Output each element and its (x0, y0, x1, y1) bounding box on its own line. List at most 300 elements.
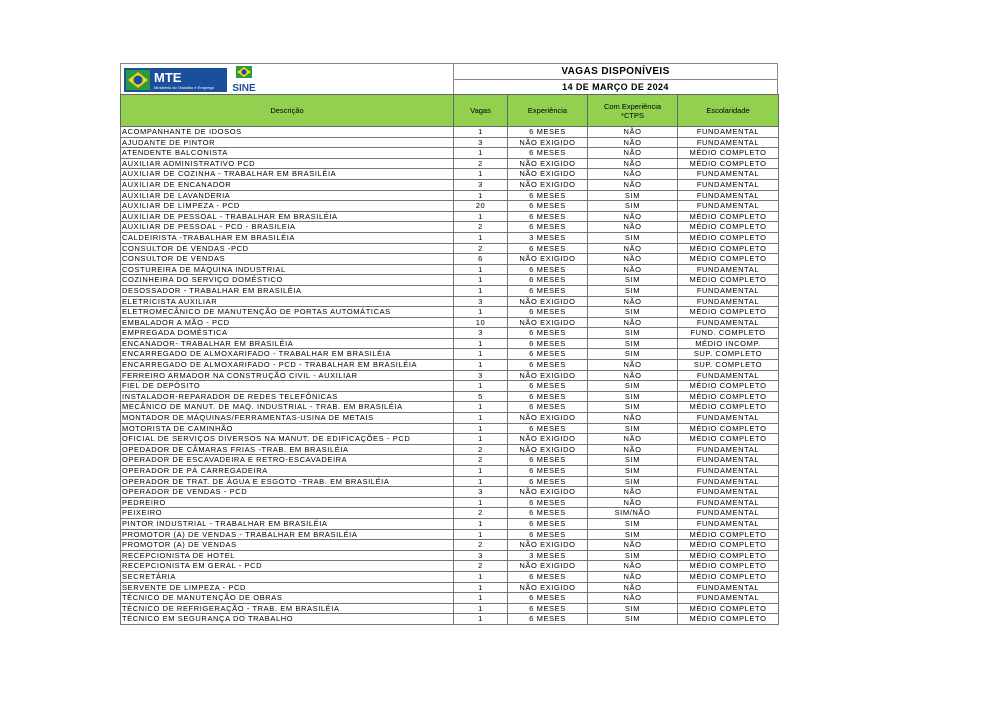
col-header-vacancies: Vagas (454, 95, 508, 127)
cell-education: MÉDIO COMPLETO (678, 561, 779, 572)
cell-ctps: NÃO (588, 243, 678, 254)
cell-vacancies: 1 (454, 497, 508, 508)
cell-description: OPERADOR DE PÁ CARREGADEIRA (121, 466, 454, 477)
cell-ctps: SIM (588, 232, 678, 243)
cell-experience: 6 MESES (508, 211, 588, 222)
cell-vacancies: 1 (454, 413, 508, 424)
cell-experience: 6 MESES (508, 148, 588, 159)
cell-description: EMBALADOR A MÃO - PCD (121, 317, 454, 328)
cell-description: FIEL DE DEPÓSITO (121, 381, 454, 392)
table-row (121, 529, 779, 540)
cell-education: FUNDAMENTAL (678, 508, 779, 519)
sheet-header (120, 63, 778, 94)
table-row (121, 571, 779, 582)
table-row (121, 127, 779, 138)
cell-description: MECÂNICO DE MANUT. DE MAQ. INDUSTRIAL - TRAB. EM BRASILÉIA (121, 402, 454, 413)
cell-experience: NÃO EXIGIDO (508, 582, 588, 593)
table-row (121, 211, 779, 222)
cell-description: OPERADOR DE VENDAS - PCD (121, 487, 454, 498)
cell-description: TÉCNICO DE REFRIGERAÇÃO - TRAB. EM BRASILÉIA (121, 603, 454, 614)
table-row (121, 455, 779, 466)
cell-ctps: NÃO (588, 169, 678, 180)
cell-vacancies: 1 (454, 211, 508, 222)
cell-description: AUXILIAR DE PESSOAL - PCD - BRASILEIA (121, 222, 454, 233)
cell-ctps: NÃO (588, 264, 678, 275)
cell-ctps: SIM (588, 529, 678, 540)
table-row (121, 179, 779, 190)
table-row (121, 158, 779, 169)
table-row (121, 487, 779, 498)
cell-ctps: NÃO (588, 571, 678, 582)
cell-education: MÉDIO COMPLETO (678, 603, 779, 614)
cell-experience: NÃO EXIGIDO (508, 254, 588, 265)
cell-education: MÉDIO COMPLETO (678, 381, 779, 392)
cell-ctps: NÃO (588, 444, 678, 455)
cell-experience: 6 MESES (508, 476, 588, 487)
cell-ctps: SIM (588, 190, 678, 201)
cell-vacancies: 1 (454, 232, 508, 243)
cell-ctps: SIM (588, 466, 678, 477)
cell-vacancies: 1 (454, 127, 508, 138)
cell-description: ATENDENTE BALCONISTA (121, 148, 454, 159)
cell-vacancies: 2 (454, 158, 508, 169)
cell-experience: 6 MESES (508, 455, 588, 466)
cell-experience: 6 MESES (508, 508, 588, 519)
cell-ctps: SIM (588, 328, 678, 339)
cell-ctps: NÃO (588, 413, 678, 424)
cell-description: CALDEIRISTA -TRABALHAR EM BRASILÉIA (121, 232, 454, 243)
table-row (121, 243, 779, 254)
cell-experience: 6 MESES (508, 349, 588, 360)
cell-vacancies: 3 (454, 487, 508, 498)
cell-ctps: NÃO (588, 561, 678, 572)
cell-experience: 6 MESES (508, 423, 588, 434)
cell-ctps: NÃO (588, 497, 678, 508)
cell-vacancies: 1 (454, 603, 508, 614)
col-header-ctps-label: Com Experiência *CTPS (603, 101, 662, 120)
cell-ctps: NÃO (588, 148, 678, 159)
cell-description: AJUDANTE DE PINTOR (121, 137, 454, 148)
cell-description: EMPREGADA DOMÉSTICA (121, 328, 454, 339)
cell-experience: 6 MESES (508, 285, 588, 296)
cell-ctps: SIM (588, 614, 678, 625)
cell-experience: 6 MESES (508, 201, 588, 212)
cell-vacancies: 10 (454, 317, 508, 328)
cell-experience: NÃO EXIGIDO (508, 561, 588, 572)
cell-education: FUNDAMENTAL (678, 264, 779, 275)
cell-ctps: NÃO (588, 158, 678, 169)
cell-ctps: SIM (588, 285, 678, 296)
cell-description: CONSULTOR DE VENDAS -PCD (121, 243, 454, 254)
svg-text:SINE: SINE (232, 83, 256, 93)
cell-ctps: NÃO (588, 540, 678, 551)
cell-description: FERREIRO ARMADOR NA CONSTRUÇÃO CIVIL - AUXILIAR (121, 370, 454, 381)
cell-vacancies: 2 (454, 540, 508, 551)
table-row (121, 222, 779, 233)
cell-education: MÉDIO COMPLETO (678, 614, 779, 625)
cell-vacancies: 2 (454, 243, 508, 254)
cell-education: FUNDAMENTAL (678, 476, 779, 487)
table-row (121, 370, 779, 381)
cell-description: AUXILIAR ADMINISTRATIVO PCD (121, 158, 454, 169)
cell-experience: 6 MESES (508, 338, 588, 349)
cell-experience: 6 MESES (508, 264, 588, 275)
table-row (121, 307, 779, 318)
cell-experience: 6 MESES (508, 328, 588, 339)
table-row (121, 550, 779, 561)
cell-vacancies: 1 (454, 148, 508, 159)
cell-vacancies: 1 (454, 466, 508, 477)
cell-description: AUXILIAR DE COZINHA - TRABALHAR EM BRASILÉIA (121, 169, 454, 180)
cell-ctps: SIM (588, 455, 678, 466)
cell-education: MÉDIO INCOMP. (678, 338, 779, 349)
cell-education: MÉDIO COMPLETO (678, 307, 779, 318)
cell-education: FUNDAMENTAL (678, 466, 779, 477)
cell-education: FUNDAMENTAL (678, 296, 779, 307)
cell-vacancies: 1 (454, 169, 508, 180)
mte-logo (124, 68, 227, 92)
cell-education: MÉDIO COMPLETO (678, 148, 779, 159)
cell-ctps: SIM (588, 307, 678, 318)
table-row (121, 603, 779, 614)
table-row (121, 201, 779, 212)
table-row (121, 391, 779, 402)
cell-vacancies: 1 (454, 593, 508, 604)
cell-education: MÉDIO COMPLETO (678, 529, 779, 540)
cell-education: FUNDAMENTAL (678, 179, 779, 190)
table-row (121, 476, 779, 487)
cell-education: FUND. COMPLETO (678, 328, 779, 339)
cell-ctps: SIM (588, 391, 678, 402)
cell-experience: NÃO EXIGIDO (508, 137, 588, 148)
cell-description: SERVENTE DE LIMPEZA - PCD (121, 582, 454, 593)
cell-experience: NÃO EXIGIDO (508, 296, 588, 307)
cell-vacancies: 2 (454, 444, 508, 455)
col-header-description: Descrição (121, 95, 454, 127)
table-row (121, 338, 779, 349)
vacancies-table (120, 94, 779, 625)
cell-experience: 6 MESES (508, 381, 588, 392)
table-row (121, 264, 779, 275)
cell-vacancies: 1 (454, 275, 508, 286)
cell-experience: NÃO EXIGIDO (508, 158, 588, 169)
cell-education: FUNDAMENTAL (678, 582, 779, 593)
table-row (121, 148, 779, 159)
cell-vacancies: 3 (454, 296, 508, 307)
cell-education: FUNDAMENTAL (678, 285, 779, 296)
cell-description: AUXILIAR DE LAVANDERIA (121, 190, 454, 201)
cell-ctps: SIM (588, 201, 678, 212)
cell-description: COZINHEIRA DO SERVIÇO DOMÉSTICO (121, 275, 454, 286)
table-row (121, 232, 779, 243)
cell-description: ENCARREGADO DE ALMOXARIFADO - TRABALHAR EM BRASILÉIA (121, 349, 454, 360)
cell-education: FUNDAMENTAL (678, 137, 779, 148)
cell-vacancies: 3 (454, 179, 508, 190)
cell-vacancies: 1 (454, 381, 508, 392)
cell-experience: 6 MESES (508, 603, 588, 614)
cell-vacancies: 1 (454, 338, 508, 349)
svg-text:MTE: MTE (154, 70, 182, 85)
cell-vacancies: 3 (454, 328, 508, 339)
cell-education: MÉDIO COMPLETO (678, 232, 779, 243)
cell-education: FUNDAMENTAL (678, 201, 779, 212)
cell-experience: 3 MESES (508, 550, 588, 561)
cell-vacancies: 1 (454, 476, 508, 487)
cell-vacancies: 3 (454, 550, 508, 561)
cell-education: MÉDIO COMPLETO (678, 275, 779, 286)
table-row (121, 275, 779, 286)
cell-experience: 6 MESES (508, 190, 588, 201)
cell-education: FUNDAMENTAL (678, 444, 779, 455)
cell-education: MÉDIO COMPLETO (678, 550, 779, 561)
cell-vacancies: 1 (454, 518, 508, 529)
cell-description: ELETROMECÂNICO DE MANUTENÇÃO DE PORTAS AUTOMÁTICAS (121, 307, 454, 318)
cell-vacancies: 1 (454, 190, 508, 201)
table-row (121, 614, 779, 625)
cell-vacancies: 1 (454, 434, 508, 445)
cell-ctps: NÃO (588, 317, 678, 328)
cell-education: FUNDAMENTAL (678, 317, 779, 328)
cell-experience: 6 MESES (508, 243, 588, 254)
cell-ctps: SIM (588, 381, 678, 392)
table-row (121, 582, 779, 593)
cell-vacancies: 1 (454, 307, 508, 318)
table-row (121, 328, 779, 339)
cell-ctps: NÃO (588, 222, 678, 233)
table-row (121, 360, 779, 371)
cell-education: MÉDIO COMPLETO (678, 434, 779, 445)
table-row (121, 508, 779, 519)
cell-description: INSTALADOR-REPARADOR DE REDES TELEFÔNICAS (121, 391, 454, 402)
table-row (121, 349, 779, 360)
cell-vacancies: 1 (454, 571, 508, 582)
cell-ctps: NÃO (588, 360, 678, 371)
cell-description: PINTOR INDUSTRIAL - TRABALHAR EM BRASILÉIA (121, 518, 454, 529)
cell-description: CONSULTOR DE VENDAS (121, 254, 454, 265)
cell-description: OPERADOR DE TRAT. DE ÁGUA E ESGOTO -TRAB. EM BRASILÉIA (121, 476, 454, 487)
table-row (121, 444, 779, 455)
cell-experience: 6 MESES (508, 275, 588, 286)
table-row (121, 540, 779, 551)
cell-vacancies: 1 (454, 349, 508, 360)
cell-education: FUNDAMENTAL (678, 518, 779, 529)
sine-logo (229, 65, 259, 93)
cell-experience: 6 MESES (508, 391, 588, 402)
table-row (121, 381, 779, 392)
cell-ctps: NÃO (588, 487, 678, 498)
page-title: VAGAS DISPONÍVEIS (454, 64, 777, 80)
cell-vacancies: 1 (454, 360, 508, 371)
cell-description: PEDREIRO (121, 497, 454, 508)
table-row (121, 254, 779, 265)
table-row (121, 518, 779, 529)
cell-description: COSTUREIRA DE MÁQUINA INDUSTRIAL (121, 264, 454, 275)
cell-description: ACOMPANHANTE DE IDOSOS (121, 127, 454, 138)
cell-ctps: NÃO (588, 370, 678, 381)
cell-experience: 6 MESES (508, 497, 588, 508)
cell-ctps: NÃO (588, 434, 678, 445)
cell-education: FUNDAMENTAL (678, 413, 779, 424)
cell-ctps: NÃO (588, 582, 678, 593)
cell-experience: 6 MESES (508, 614, 588, 625)
cell-ctps: SIM (588, 423, 678, 434)
cell-vacancies: 6 (454, 254, 508, 265)
cell-ctps: NÃO (588, 254, 678, 265)
cell-description: RECEPCIONISTA EM GERAL - PCD (121, 561, 454, 572)
cell-education: FUNDAMENTAL (678, 593, 779, 604)
job-listing-sheet (120, 63, 778, 625)
cell-description: RECEPCIONISTA DE HOTEL (121, 550, 454, 561)
cell-vacancies: 2 (454, 508, 508, 519)
cell-education: FUNDAMENTAL (678, 169, 779, 180)
cell-experience: 6 MESES (508, 222, 588, 233)
cell-description: OPERADOR DE ESCAVADEIRA E RETRO-ESCAVADEIRA (121, 455, 454, 466)
cell-vacancies: 1 (454, 529, 508, 540)
cell-ctps: SIM (588, 476, 678, 487)
cell-experience: 6 MESES (508, 402, 588, 413)
cell-vacancies: 2 (454, 561, 508, 572)
cell-vacancies: 1 (454, 402, 508, 413)
cell-experience: NÃO EXIGIDO (508, 434, 588, 445)
cell-experience: 6 MESES (508, 593, 588, 604)
cell-education: MÉDIO COMPLETO (678, 211, 779, 222)
cell-education: SUP. COMPLETO (678, 349, 779, 360)
cell-ctps: SIM/NÃO (588, 508, 678, 519)
cell-description: AUXILIAR DE LIMPEZA - PCD (121, 201, 454, 212)
table-row (121, 285, 779, 296)
cell-education: FUNDAMENTAL (678, 190, 779, 201)
cell-vacancies: 3 (454, 137, 508, 148)
table-row (121, 317, 779, 328)
cell-experience: NÃO EXIGIDO (508, 413, 588, 424)
cell-ctps: SIM (588, 338, 678, 349)
cell-experience: NÃO EXIGIDO (508, 179, 588, 190)
cell-description: ELETRICISTA AUXILIAR (121, 296, 454, 307)
cell-ctps: NÃO (588, 179, 678, 190)
title-area (453, 63, 778, 94)
cell-education: MÉDIO COMPLETO (678, 423, 779, 434)
cell-experience: 6 MESES (508, 518, 588, 529)
cell-experience: 6 MESES (508, 466, 588, 477)
cell-education: MÉDIO COMPLETO (678, 158, 779, 169)
cell-education: FUNDAMENTAL (678, 370, 779, 381)
cell-description: OPEDADOR DE CÂMARAS FRIAS -TRAB. EM BRASILÉIA (121, 444, 454, 455)
cell-vacancies: 5 (454, 391, 508, 402)
cell-description: TÉCNICO DE MANUTENÇÃO DE OBRAS (121, 593, 454, 604)
cell-description: SECRETÁRIA (121, 571, 454, 582)
cell-vacancies: 2 (454, 455, 508, 466)
table-row (121, 296, 779, 307)
cell-experience: 3 MESES (508, 232, 588, 243)
cell-experience: NÃO EXIGIDO (508, 444, 588, 455)
cell-ctps: NÃO (588, 127, 678, 138)
cell-experience: NÃO EXIGIDO (508, 487, 588, 498)
cell-education: MÉDIO COMPLETO (678, 571, 779, 582)
cell-description: ENCARREGADO DE ALMOXARIFADO - PCD - TRABALHAR EM BRASILÉIA (121, 360, 454, 371)
table-header-row (121, 95, 779, 127)
page-date: 14 DE MARÇO DE 2024 (562, 82, 669, 92)
table-row (121, 593, 779, 604)
cell-ctps: SIM (588, 349, 678, 360)
cell-ctps: SIM (588, 275, 678, 286)
cell-vacancies: 3 (454, 370, 508, 381)
logo-area (120, 63, 453, 94)
cell-description: PROMOTOR (A) DE VENDAS (121, 540, 454, 551)
cell-description: MONTADOR DE MÁQUINAS/FERRAMENTAS-USINA DE METAIS (121, 413, 454, 424)
cell-ctps: SIM (588, 550, 678, 561)
cell-experience: NÃO EXIGIDO (508, 370, 588, 381)
cell-education: FUNDAMENTAL (678, 497, 779, 508)
cell-vacancies: 1 (454, 285, 508, 296)
cell-description: PROMOTOR (A) DE VENDAS - TRABALHAR EM BRASILÉIA (121, 529, 454, 540)
table-row (121, 190, 779, 201)
cell-experience: NÃO EXIGIDO (508, 540, 588, 551)
cell-education: MÉDIO COMPLETO (678, 254, 779, 265)
cell-education: MÉDIO COMPLETO (678, 540, 779, 551)
cell-experience: 6 MESES (508, 127, 588, 138)
cell-education: FUNDAMENTAL (678, 127, 779, 138)
cell-education: FUNDAMENTAL (678, 487, 779, 498)
cell-experience: NÃO EXIGIDO (508, 169, 588, 180)
table-row (121, 402, 779, 413)
cell-experience: 6 MESES (508, 571, 588, 582)
cell-education: MÉDIO COMPLETO (678, 243, 779, 254)
cell-ctps: NÃO (588, 137, 678, 148)
table-row (121, 561, 779, 572)
cell-description: AUXILIAR DE PESSOAL - TRABALHAR EM BRASILÉIA (121, 211, 454, 222)
cell-description: ENCANADOR- TRABALHAR EM BRASILÉIA (121, 338, 454, 349)
cell-description: TÉCNICO EM SEGURANÇA DO TRABALHO (121, 614, 454, 625)
cell-description: PEIXEIRO (121, 508, 454, 519)
cell-education: MÉDIO COMPLETO (678, 222, 779, 233)
table-row (121, 423, 779, 434)
col-header-ctps (588, 95, 678, 127)
cell-vacancies: 1 (454, 423, 508, 434)
col-header-experience: Experiência (508, 95, 588, 127)
col-header-education: Escolaridade (678, 95, 779, 127)
cell-experience: 6 MESES (508, 529, 588, 540)
table-row (121, 497, 779, 508)
cell-ctps: SIM (588, 603, 678, 614)
cell-ctps: SIM (588, 518, 678, 529)
cell-description: OFICIAL DE SERVIÇOS DIVERSOS NA MANUT. DE EDIFICAÇÕES - PCD (121, 434, 454, 445)
cell-education: SUP. COMPLETO (678, 360, 779, 371)
cell-vacancies: 1 (454, 264, 508, 275)
cell-vacancies: 20 (454, 201, 508, 212)
cell-ctps: NÃO (588, 211, 678, 222)
table-row (121, 434, 779, 445)
table-row (121, 466, 779, 477)
cell-vacancies: 2 (454, 222, 508, 233)
cell-education: MÉDIO COMPLETO (678, 402, 779, 413)
cell-education: MÉDIO COMPLETO (678, 391, 779, 402)
cell-experience: 6 MESES (508, 360, 588, 371)
cell-description: DESOSSADOR - TRABALHAR EM BRASILÉIA (121, 285, 454, 296)
cell-description: MOTORISTA DE CAMINHÃO (121, 423, 454, 434)
cell-vacancies: 1 (454, 582, 508, 593)
cell-ctps: SIM (588, 402, 678, 413)
cell-education: FUNDAMENTAL (678, 455, 779, 466)
cell-description: AUXILIAR DE ENCANADOR (121, 179, 454, 190)
cell-ctps: NÃO (588, 296, 678, 307)
cell-experience: NÃO EXIGIDO (508, 317, 588, 328)
svg-text:Ministério do Trabalho e Empre: Ministério do Trabalho e Emprego (154, 85, 215, 90)
cell-vacancies: 1 (454, 614, 508, 625)
table-row (121, 413, 779, 424)
table-row (121, 137, 779, 148)
cell-experience: 6 MESES (508, 307, 588, 318)
cell-ctps: NÃO (588, 593, 678, 604)
